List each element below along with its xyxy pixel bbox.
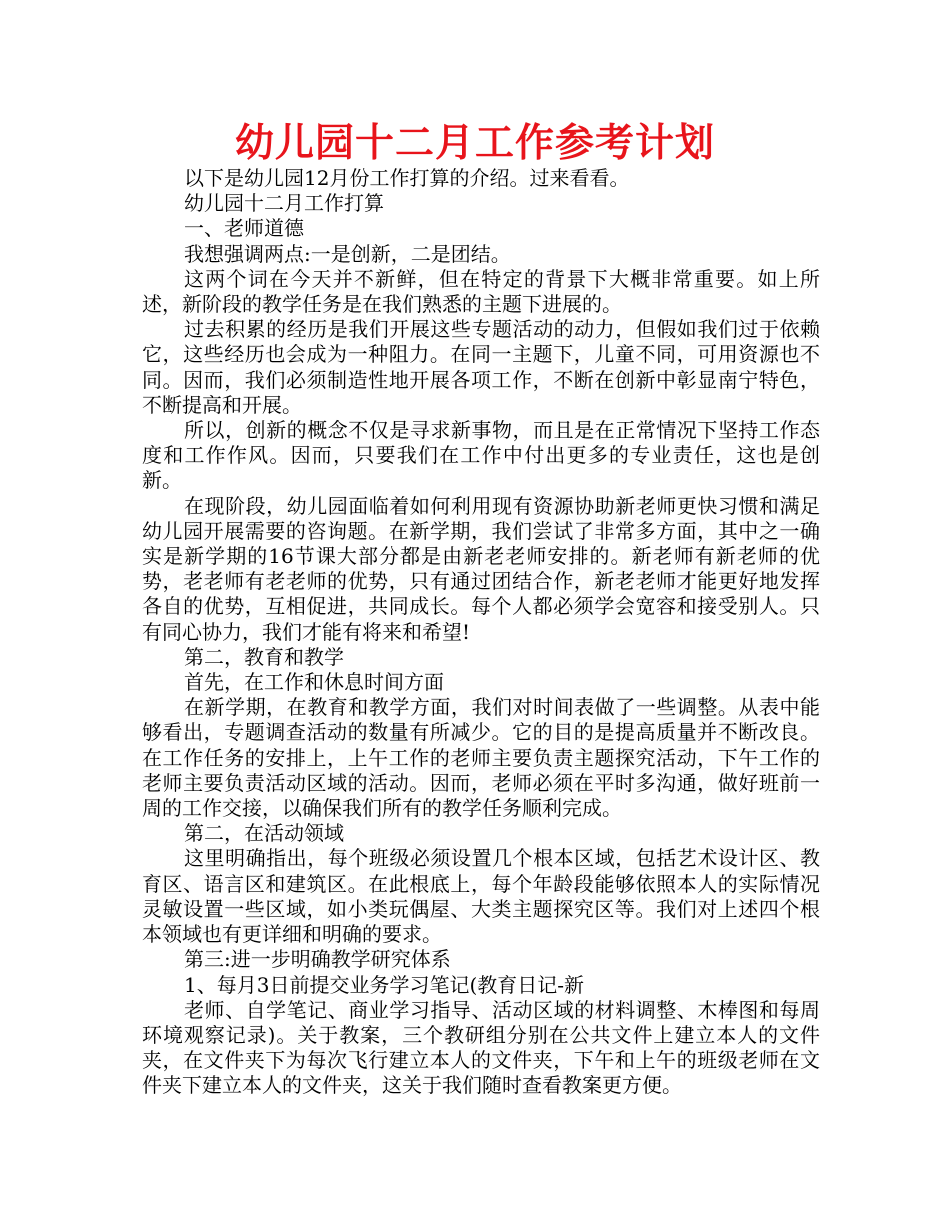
section-heading-teacher-ethics: 一、老师道德 <box>184 216 304 241</box>
paragraph-lesson-plans: 老师、自学笔记、商业学习指导、活动区域的材料调整、木棒图和每周环境观察记录)。关于教案，三个教研组分别在公共文件上建立本人的文件夹，在文件夹下为每次飞行建立本人的文件夹，下午和上午的班级老师在文件夹下建立本人的文件夹，这关于我们随时查看教案更方便。 <box>142 997 820 1098</box>
paragraph-areas: 这里明确指出，每个班级必须设置几个根本区域，包括艺术设计区、教育区、语言区和建筑区。在此根底上，每个年龄段能够依照本人的实际情况灵敏设置一些区域，如小类玩偶屋、大类主题探究区等。我们对上述四个根本领域也有更详细和明确的要求。 <box>142 846 820 947</box>
paragraph-two-points: 我想强调两点:一是创新，二是团结。 <box>184 241 511 266</box>
subheading-work-rest-time: 首先，在工作和休息时间方面 <box>184 670 444 695</box>
paragraph-background: 这两个词在今天并不新鲜，但在特定的背景下大概非常重要。如上所述，新阶段的教学任务是在我们熟悉的主题下进展的。 <box>142 266 820 317</box>
paragraph-plan-heading: 幼儿园十二月工作打算 <box>184 191 384 216</box>
section-heading-education: 第二，教育和教学 <box>184 644 344 669</box>
paragraph-intro: 以下是幼儿园12月份工作打算的介绍。过来看看。 <box>184 166 630 190</box>
paragraph-new-teachers: 在现阶段，幼儿园面临着如何利用现有资源协助新老师更快习惯和满足幼儿园开展需要的咨询题。在新学期，我们尝试了非常多方面，其中之一确实是新学期的16节课大部分都是由新老老师安排的。新老师有新老师的优势，老老师有老老师的优势，只有通过团结合作，新老老师才能更好地发挥各自的优势，互相促进，共同成长。每个人都必须学会宽容和接受别人。只有同心协力，我们才能有将来和希望! <box>142 493 820 644</box>
paragraph-innovation: 所以，创新的概念不仅是寻求新事物，而且是在正常情况下坚持工作态度和工作作风。因而，只要我们在工作中付出更多的专业责任，这也是创新。 <box>142 418 820 493</box>
section-heading-research-system: 第三:进一步明确教学研究体系 <box>184 947 451 972</box>
document-body <box>142 166 820 1099</box>
document-title: 幼儿园十二月工作参考计划 <box>234 121 715 166</box>
subheading-activity-areas: 第二，在活动领域 <box>184 821 344 846</box>
list-item-notes: 1、每月3日前提交业务学习笔记(教育日记-新 <box>184 972 585 997</box>
paragraph-experience: 过去积累的经历是我们开展这些专题活动的动力，但假如我们过于依赖它，这些经历也会成为一种阻力。在同一主题下，儿童不同，可用资源也不同。因而，我们必须制造性地开展各项工作，不断在创新中彰显南宁特色，不断提高和开展。 <box>142 317 820 417</box>
paragraph-schedule: 在新学期，在教育和教学方面，我们对时间表做了一些调整。从表中能够看出，专题调查活动的数量有所减少。它的目的是提高质量并不断改良。在工作任务的安排上，上午工作的老师主要负责主题探究活动，下午工作的老师主要负责活动区域的活动。因而，老师必须在平时多沟通，做好班前一周的工作交接，以确保我们所有的教学任务顺利完成。 <box>142 695 820 821</box>
